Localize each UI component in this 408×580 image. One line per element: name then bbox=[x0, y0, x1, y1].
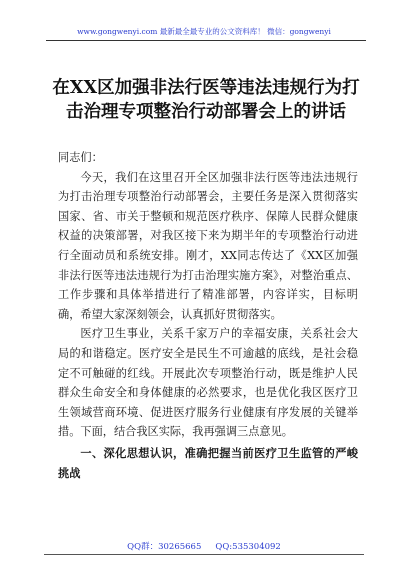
footer-qq: QQ:535304092 bbox=[215, 542, 281, 552]
page-header: www.gongwenyi.com 最新最全最专业的公文资料库！ 微信：gongwenyi bbox=[77, 27, 331, 36]
header-divider bbox=[46, 40, 366, 41]
salutation: 同志们： bbox=[58, 151, 103, 164]
section-heading-1: 一、深化思想认识，准确把握当前医疗卫生监管的严峻挑战 bbox=[58, 445, 358, 480]
document-title: 在XX区加强非法行医等违法违规行为打击治理专项整治行动部署会上的讲话 bbox=[52, 78, 360, 122]
page-footer bbox=[0, 540, 408, 552]
body-paragraph-2: 医疗卫生事业，关系千家万户的幸福安康，关系社会大局的和谐稳定。医疗安全是民生不可逾越的底线，是社会稳定不可触碰的红线。开展此次专项整治行动，既是维护人民群众生命安全和身体健康的必然要求，也是优化我区医疗卫生领域营商环境、促进医疗服务行业健康有序发展的关键举措。下面，结合我区实际，我再强调三点意见。 bbox=[58, 327, 358, 439]
footer-divider bbox=[44, 554, 364, 555]
document-body bbox=[58, 148, 358, 483]
footer-qq-group: QQ群：30265665 bbox=[127, 542, 202, 552]
body-paragraph-1: 今天，我们在这里召开全区加强非法行医等违法违规行为打击治理专项整治行动部署会，主要任务是深入贯彻落实国家、省、市关于整顿和规范医疗秩序、保障人民群众健康权益的决策部署，对我区接下来为期半年的专项整治行动进行全面动员和系统安排。刚才，XX同志传达了《XX区加强非法行医等违法违规行为打击治理实施方案》，对整治重点、工作步骤和具体举措进行了精准部署，内容详实，目标明确，希望大家深刻领会，认真抓好贯彻落实。 bbox=[58, 170, 358, 321]
